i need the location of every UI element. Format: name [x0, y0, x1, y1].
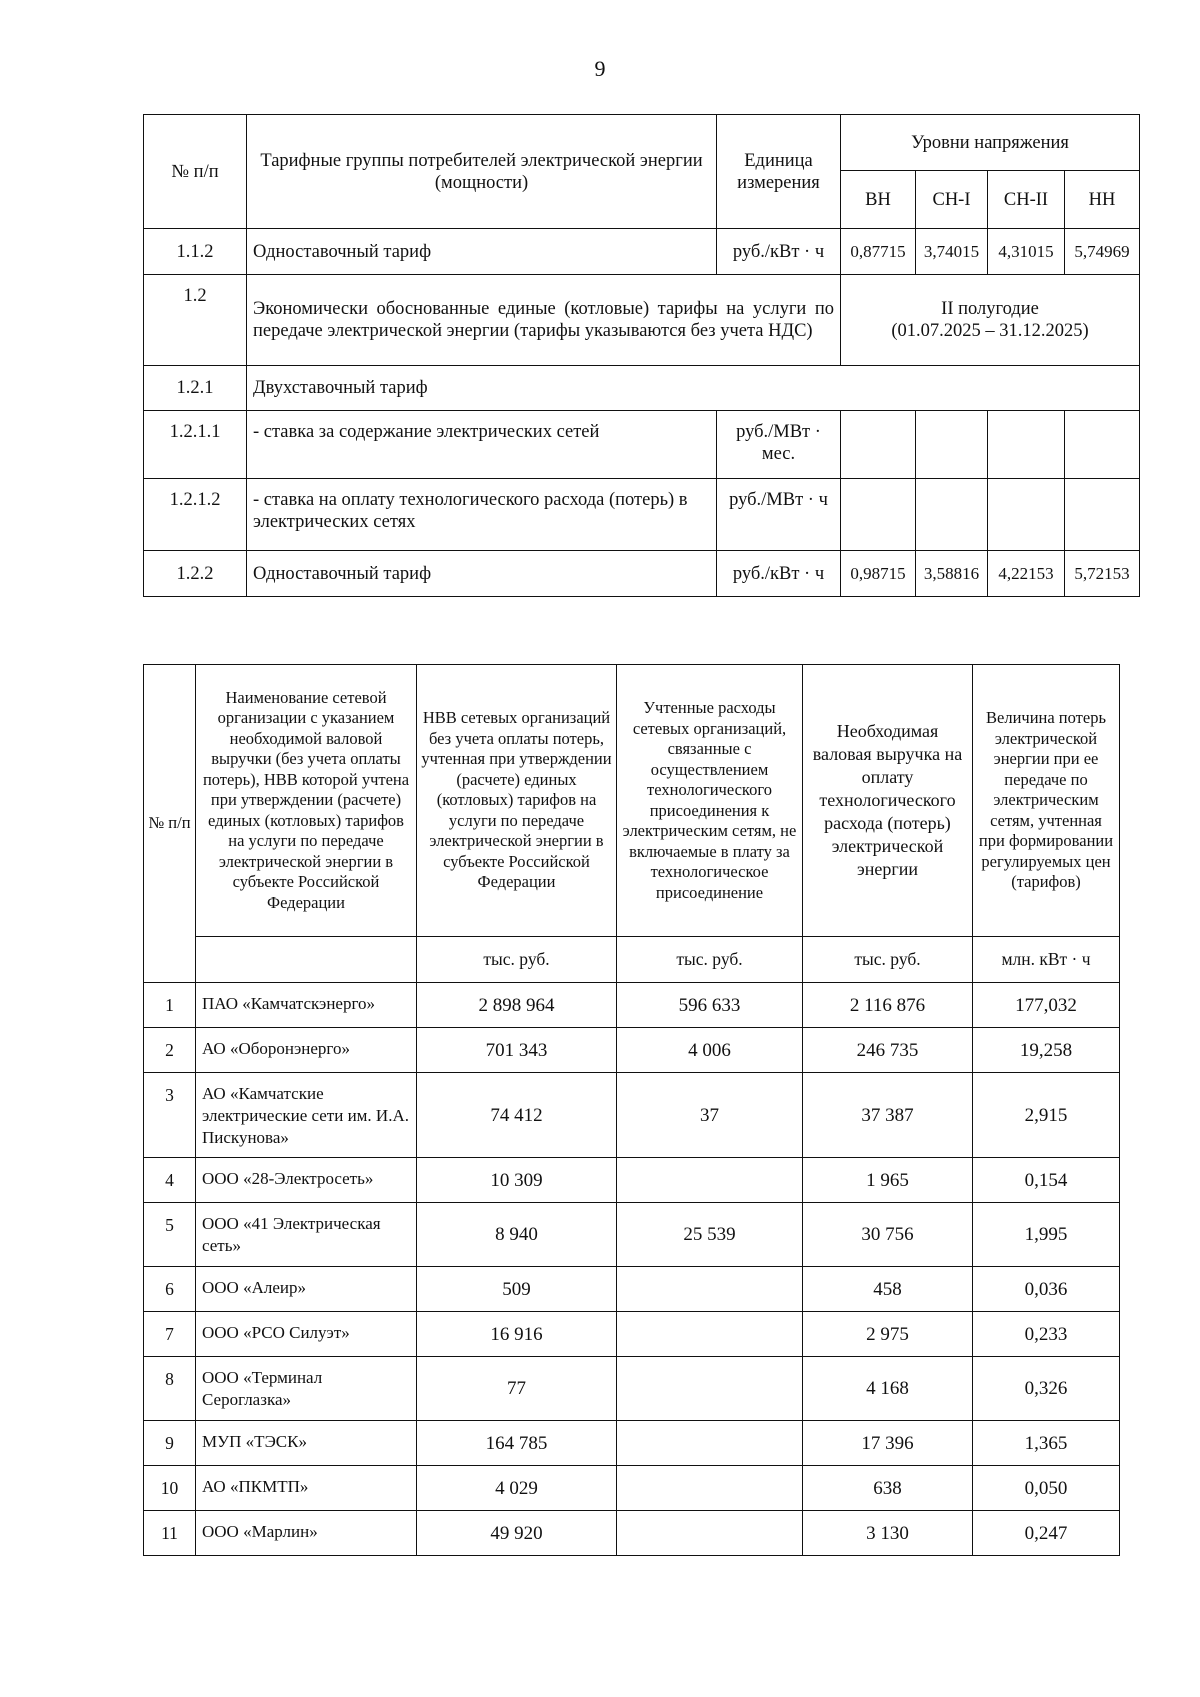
row-loss-volume: 0,247	[973, 1511, 1120, 1556]
row-num: 9	[144, 1421, 196, 1466]
table-row	[144, 1073, 1120, 1158]
value-sn2: 4,22153	[988, 551, 1065, 597]
page-number: 9	[594, 56, 606, 81]
row-loss-volume: 0,326	[973, 1357, 1120, 1421]
table-row	[144, 366, 1140, 411]
row-nvv: 701 343	[417, 1028, 617, 1073]
row-unit: руб./МВт · ч	[717, 479, 841, 551]
table-row	[144, 275, 1140, 366]
units-loss-volume: млн. кВт · ч	[973, 937, 1120, 983]
table-row	[144, 1028, 1120, 1073]
table-row	[144, 479, 1140, 551]
row-name: Экономически обоснованные единые (котловые) тарифы на услуги по передаче электрической энергии (тарифы указываются без учета НДС)	[247, 275, 841, 366]
row-name: - ставка на оплату технологического расхода (потерь) в электрических сетях	[247, 479, 717, 551]
row-nvv: 74 412	[417, 1073, 617, 1158]
row-name: Одноставочный тариф	[247, 551, 717, 597]
row-loss-revenue: 458	[803, 1267, 973, 1312]
row-num: 1	[144, 983, 196, 1028]
row-num: 7	[144, 1312, 196, 1357]
header-nn: НН	[1065, 171, 1140, 229]
value-sn1: 3,58816	[916, 551, 988, 597]
row-connection-expenses	[617, 1267, 803, 1312]
row-organization: ООО «Марлин»	[196, 1511, 417, 1556]
header-loss-volume: Величина потерь электрической энергии при ее передаче по электрическим сетям, учтенная при формировании регулируемых цен (тарифов)	[973, 665, 1120, 937]
row-connection-expenses: 4 006	[617, 1028, 803, 1073]
header-unit: Единица измерения	[717, 115, 841, 229]
row-loss-revenue: 638	[803, 1466, 973, 1511]
row-nvv: 4 029	[417, 1466, 617, 1511]
value-sn2	[988, 479, 1065, 551]
row-loss-revenue: 17 396	[803, 1421, 973, 1466]
row-nvv: 77	[417, 1357, 617, 1421]
row-organization: МУП «ТЭСК»	[196, 1421, 417, 1466]
row-loss-volume: 0,154	[973, 1158, 1120, 1203]
value-nn: 5,72153	[1065, 551, 1140, 597]
row-nvv: 16 916	[417, 1312, 617, 1357]
header-organization: Наименование сетевой организации с указанием необходимой валовой выручки (без учета оплаты потерь), НВВ которой учтена при утверждении (расчете) единых (котловых) тарифов на услуги по передаче электрической энергии в субъекте Российской Федерации	[196, 665, 417, 937]
value-nn	[1065, 411, 1140, 479]
row-organization: ООО «28-Электросеть»	[196, 1158, 417, 1203]
row-name: - ставка за содержание электрических сетей	[247, 411, 717, 479]
row-num: 4	[144, 1158, 196, 1203]
row-num: 1.2	[144, 275, 247, 366]
table-row	[144, 1203, 1120, 1267]
row-loss-revenue: 2 116 876	[803, 983, 973, 1028]
units-nvv: тыс. руб.	[417, 937, 617, 983]
row-nvv: 10 309	[417, 1158, 617, 1203]
row-loss-revenue: 37 387	[803, 1073, 973, 1158]
row-nvv: 8 940	[417, 1203, 617, 1267]
value-sn1	[916, 479, 988, 551]
row-loss-volume: 0,036	[973, 1267, 1120, 1312]
row-loss-volume: 19,258	[973, 1028, 1120, 1073]
value-sn2: 4,31015	[988, 229, 1065, 275]
row-num: 10	[144, 1466, 196, 1511]
row-loss-volume: 1,365	[973, 1421, 1120, 1466]
header-connection-expenses: Учтенные расходы сетевых организаций, связанные с осуществлением технологического присоединения к электрическим сетям, не включаемые в плату за технологическое присоединение	[617, 665, 803, 937]
value-sn1: 3,74015	[916, 229, 988, 275]
table-row	[144, 1511, 1120, 1556]
table-row	[144, 551, 1140, 597]
value-nn	[1065, 479, 1140, 551]
tariff-table	[143, 114, 1140, 597]
row-connection-expenses	[617, 1421, 803, 1466]
value-vn: 0,87715	[841, 229, 916, 275]
row-num: 8	[144, 1357, 196, 1421]
row-connection-expenses	[617, 1357, 803, 1421]
header-vn: ВН	[841, 171, 916, 229]
row-name: Двухставочный тариф	[247, 366, 1140, 411]
row-loss-revenue: 246 735	[803, 1028, 973, 1073]
row-loss-volume: 177,032	[973, 983, 1120, 1028]
row-num: 1.2.1.1	[144, 411, 247, 479]
row-num: 2	[144, 1028, 196, 1073]
header-loss-revenue: Необходимая валовая выручка на оплату технологического расхода (потерь) электрической энергии	[803, 665, 973, 937]
row-connection-expenses: 596 633	[617, 983, 803, 1028]
row-connection-expenses	[617, 1158, 803, 1203]
row-loss-volume: 1,995	[973, 1203, 1120, 1267]
row-unit: руб./МВт · мес.	[717, 411, 841, 479]
row-connection-expenses: 25 539	[617, 1203, 803, 1267]
table-row	[144, 1357, 1120, 1421]
row-num: 6	[144, 1267, 196, 1312]
value-vn	[841, 479, 916, 551]
header-num: № п/п	[144, 665, 196, 983]
row-organization: ООО «Алеир»	[196, 1267, 417, 1312]
table-row	[144, 411, 1140, 479]
row-organization: АО «ПКМТП»	[196, 1466, 417, 1511]
row-organization: ПАО «Камчатскэнерго»	[196, 983, 417, 1028]
row-nvv: 49 920	[417, 1511, 617, 1556]
row-unit: руб./кВт · ч	[717, 551, 841, 597]
value-nn: 5,74969	[1065, 229, 1140, 275]
row-connection-expenses	[617, 1511, 803, 1556]
row-nvv: 2 898 964	[417, 983, 617, 1028]
period-label: II полугодие	[941, 299, 1039, 319]
row-num: 1.2.2	[144, 551, 247, 597]
row-organization: АО «Оборонэнерго»	[196, 1028, 417, 1073]
header-voltage-levels: Уровни напряжения	[841, 115, 1140, 171]
row-loss-revenue: 2 975	[803, 1312, 973, 1357]
row-nvv: 509	[417, 1267, 617, 1312]
row-organization: ООО «41 Электрическая сеть»	[196, 1203, 417, 1267]
value-sn1	[916, 411, 988, 479]
table-row	[144, 1312, 1120, 1357]
row-loss-revenue: 1 965	[803, 1158, 973, 1203]
row-num: 1.2.1	[144, 366, 247, 411]
period-dates: (01.07.2025 – 31.12.2025)	[891, 321, 1089, 341]
table-row	[144, 229, 1140, 275]
row-connection-expenses	[617, 1312, 803, 1357]
row-connection-expenses: 37	[617, 1073, 803, 1158]
table-row	[144, 1466, 1120, 1511]
row-organization: АО «Камчатские электрические сети им. И.А. Пискунова»	[196, 1073, 417, 1158]
units-organization	[196, 937, 417, 983]
table-row	[144, 983, 1120, 1028]
row-loss-revenue: 3 130	[803, 1511, 973, 1556]
units-connection-expenses: тыс. руб.	[617, 937, 803, 983]
row-num: 3	[144, 1073, 196, 1158]
row-unit: руб./кВт · ч	[717, 229, 841, 275]
row-nvv: 164 785	[417, 1421, 617, 1466]
row-organization: ООО «РСО Силуэт»	[196, 1312, 417, 1357]
row-num: 11	[144, 1511, 196, 1556]
row-num: 5	[144, 1203, 196, 1267]
row-loss-revenue: 4 168	[803, 1357, 973, 1421]
table-row	[144, 1267, 1120, 1312]
value-sn2	[988, 411, 1065, 479]
header-num: № п/п	[144, 115, 247, 229]
header-nvv: НВВ сетевых организаций без учета оплаты потерь, учтенная при утверждении (расчете) единых (котловых) тарифов на услуги по передаче электрической энергии в субъекте Российской Федерации	[417, 665, 617, 937]
row-loss-volume: 2,915	[973, 1073, 1120, 1158]
value-vn	[841, 411, 916, 479]
network-organizations-table	[143, 664, 1120, 1556]
row-connection-expenses	[617, 1466, 803, 1511]
row-loss-revenue: 30 756	[803, 1203, 973, 1267]
value-vn: 0,98715	[841, 551, 916, 597]
table-row	[144, 1158, 1120, 1203]
period-cell	[841, 275, 1140, 366]
header-sn2: СН-II	[988, 171, 1065, 229]
header-tariff-groups: Тарифные группы потребителей электрической энергии (мощности)	[247, 115, 717, 229]
row-num: 1.1.2	[144, 229, 247, 275]
row-num: 1.2.1.2	[144, 479, 247, 551]
row-loss-volume: 0,050	[973, 1466, 1120, 1511]
units-loss-revenue: тыс. руб.	[803, 937, 973, 983]
row-name: Одноставочный тариф	[247, 229, 717, 275]
header-sn1: СН-I	[916, 171, 988, 229]
row-loss-volume: 0,233	[973, 1312, 1120, 1357]
table-row	[144, 1421, 1120, 1466]
row-organization: ООО «Терминал Сероглазка»	[196, 1357, 417, 1421]
